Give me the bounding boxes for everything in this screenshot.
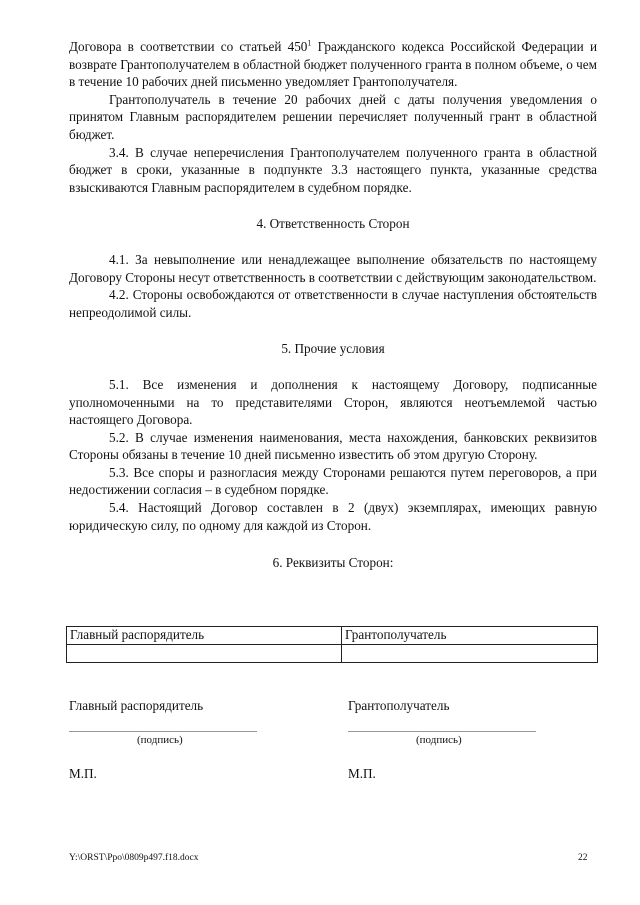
table-header-cell: Грантополучатель — [342, 627, 598, 645]
table-row — [67, 645, 598, 663]
paragraph-5-4: 5.4. Настоящий Договор составлен в 2 (двух) экземплярах, имеющих равную юридическую силу, по одному для каждой из Сторон. — [69, 500, 597, 533]
table-cell — [342, 645, 598, 663]
section-4-title: 4. Ответственность Сторон — [256, 216, 410, 232]
stamp-left: М.П. — [69, 766, 97, 781]
signature-line-right — [348, 731, 536, 732]
paragraph-grant-return: Грантополучатель в течение 20 рабочих дней с даты получения уведомления о принятом Главным распорядителем решении перечисляет полученный грант в областной бюджет. — [69, 91, 597, 142]
signature-right-title: Грантополучатель — [348, 698, 450, 713]
stamp-right: М.П. — [348, 766, 376, 781]
footer-file-path: Y:\ORST\Ppo\0809p497.f18.docx — [69, 853, 199, 863]
table-header-row — [67, 627, 598, 645]
signature-left-title: Главный распорядитель — [69, 698, 204, 713]
section-5-title: 5. Прочие условия — [281, 341, 385, 357]
section-6-title: 6. Реквизиты Сторон: — [272, 555, 394, 571]
paragraph-text: Договора в соответствии со статьей 450 — [69, 39, 308, 54]
requisites-table — [66, 626, 598, 663]
document-body — [69, 38, 597, 584]
paragraph-5-2: 5.2. В случае изменения наименования, места нахождения, банковских реквизитов Стороны обязаны в течение 10 дней письменно известить об этом другую Сторону. — [69, 429, 597, 463]
superscript: 1 — [307, 38, 312, 48]
paragraph-4-2: 4.2. Стороны освобождаются от ответственности в случае наступления обстоятельств непреодолимой силы. — [69, 287, 597, 320]
table-header-cell: Главный распорядитель — [67, 627, 342, 645]
paragraph-continuation — [69, 38, 597, 91]
paragraph-5-3: 5.3. Все споры и разногласия между Сторонами решаются путем переговоров, а при недостижении согласия – в судебном порядке. — [69, 464, 597, 498]
paragraph-3-4: 3.4. В случае неперечисления Грантополучателем полученного гранта в областной бюджет в сроки, указанные в подпункте 3.3 настоящего пункта, указанные средства взыскиваются Главным распорядителем в судебном порядке. — [69, 144, 597, 195]
paragraph-5-1: 5.1. Все изменения и дополнения к настоящему Договору, подписанные уполномоченными на то представителями Сторон, являются неотъемлемой частью настоящего Договора. — [69, 376, 597, 428]
paragraph-4-1: 4.1. За невыполнение или ненадлежащее выполнение обязательств по настоящему Договору Стороны несут ответственность в соответствии с действующим законодательством. — [69, 251, 597, 285]
table-cell — [67, 645, 342, 663]
paragraph-text: Гражданского кодекса Российской Федерации и возврате Грантополучателем в областной бюджет полученного гранта в полном объеме, о чем в течение 10 рабочих дней письменно уведомляет Грантополучателя. — [69, 39, 597, 90]
signature-line-left — [69, 731, 257, 732]
signature-caption-left: (подпись) — [137, 734, 183, 746]
signature-caption-right: (подпись) — [416, 734, 462, 746]
footer-page-number: 22 — [578, 853, 588, 863]
